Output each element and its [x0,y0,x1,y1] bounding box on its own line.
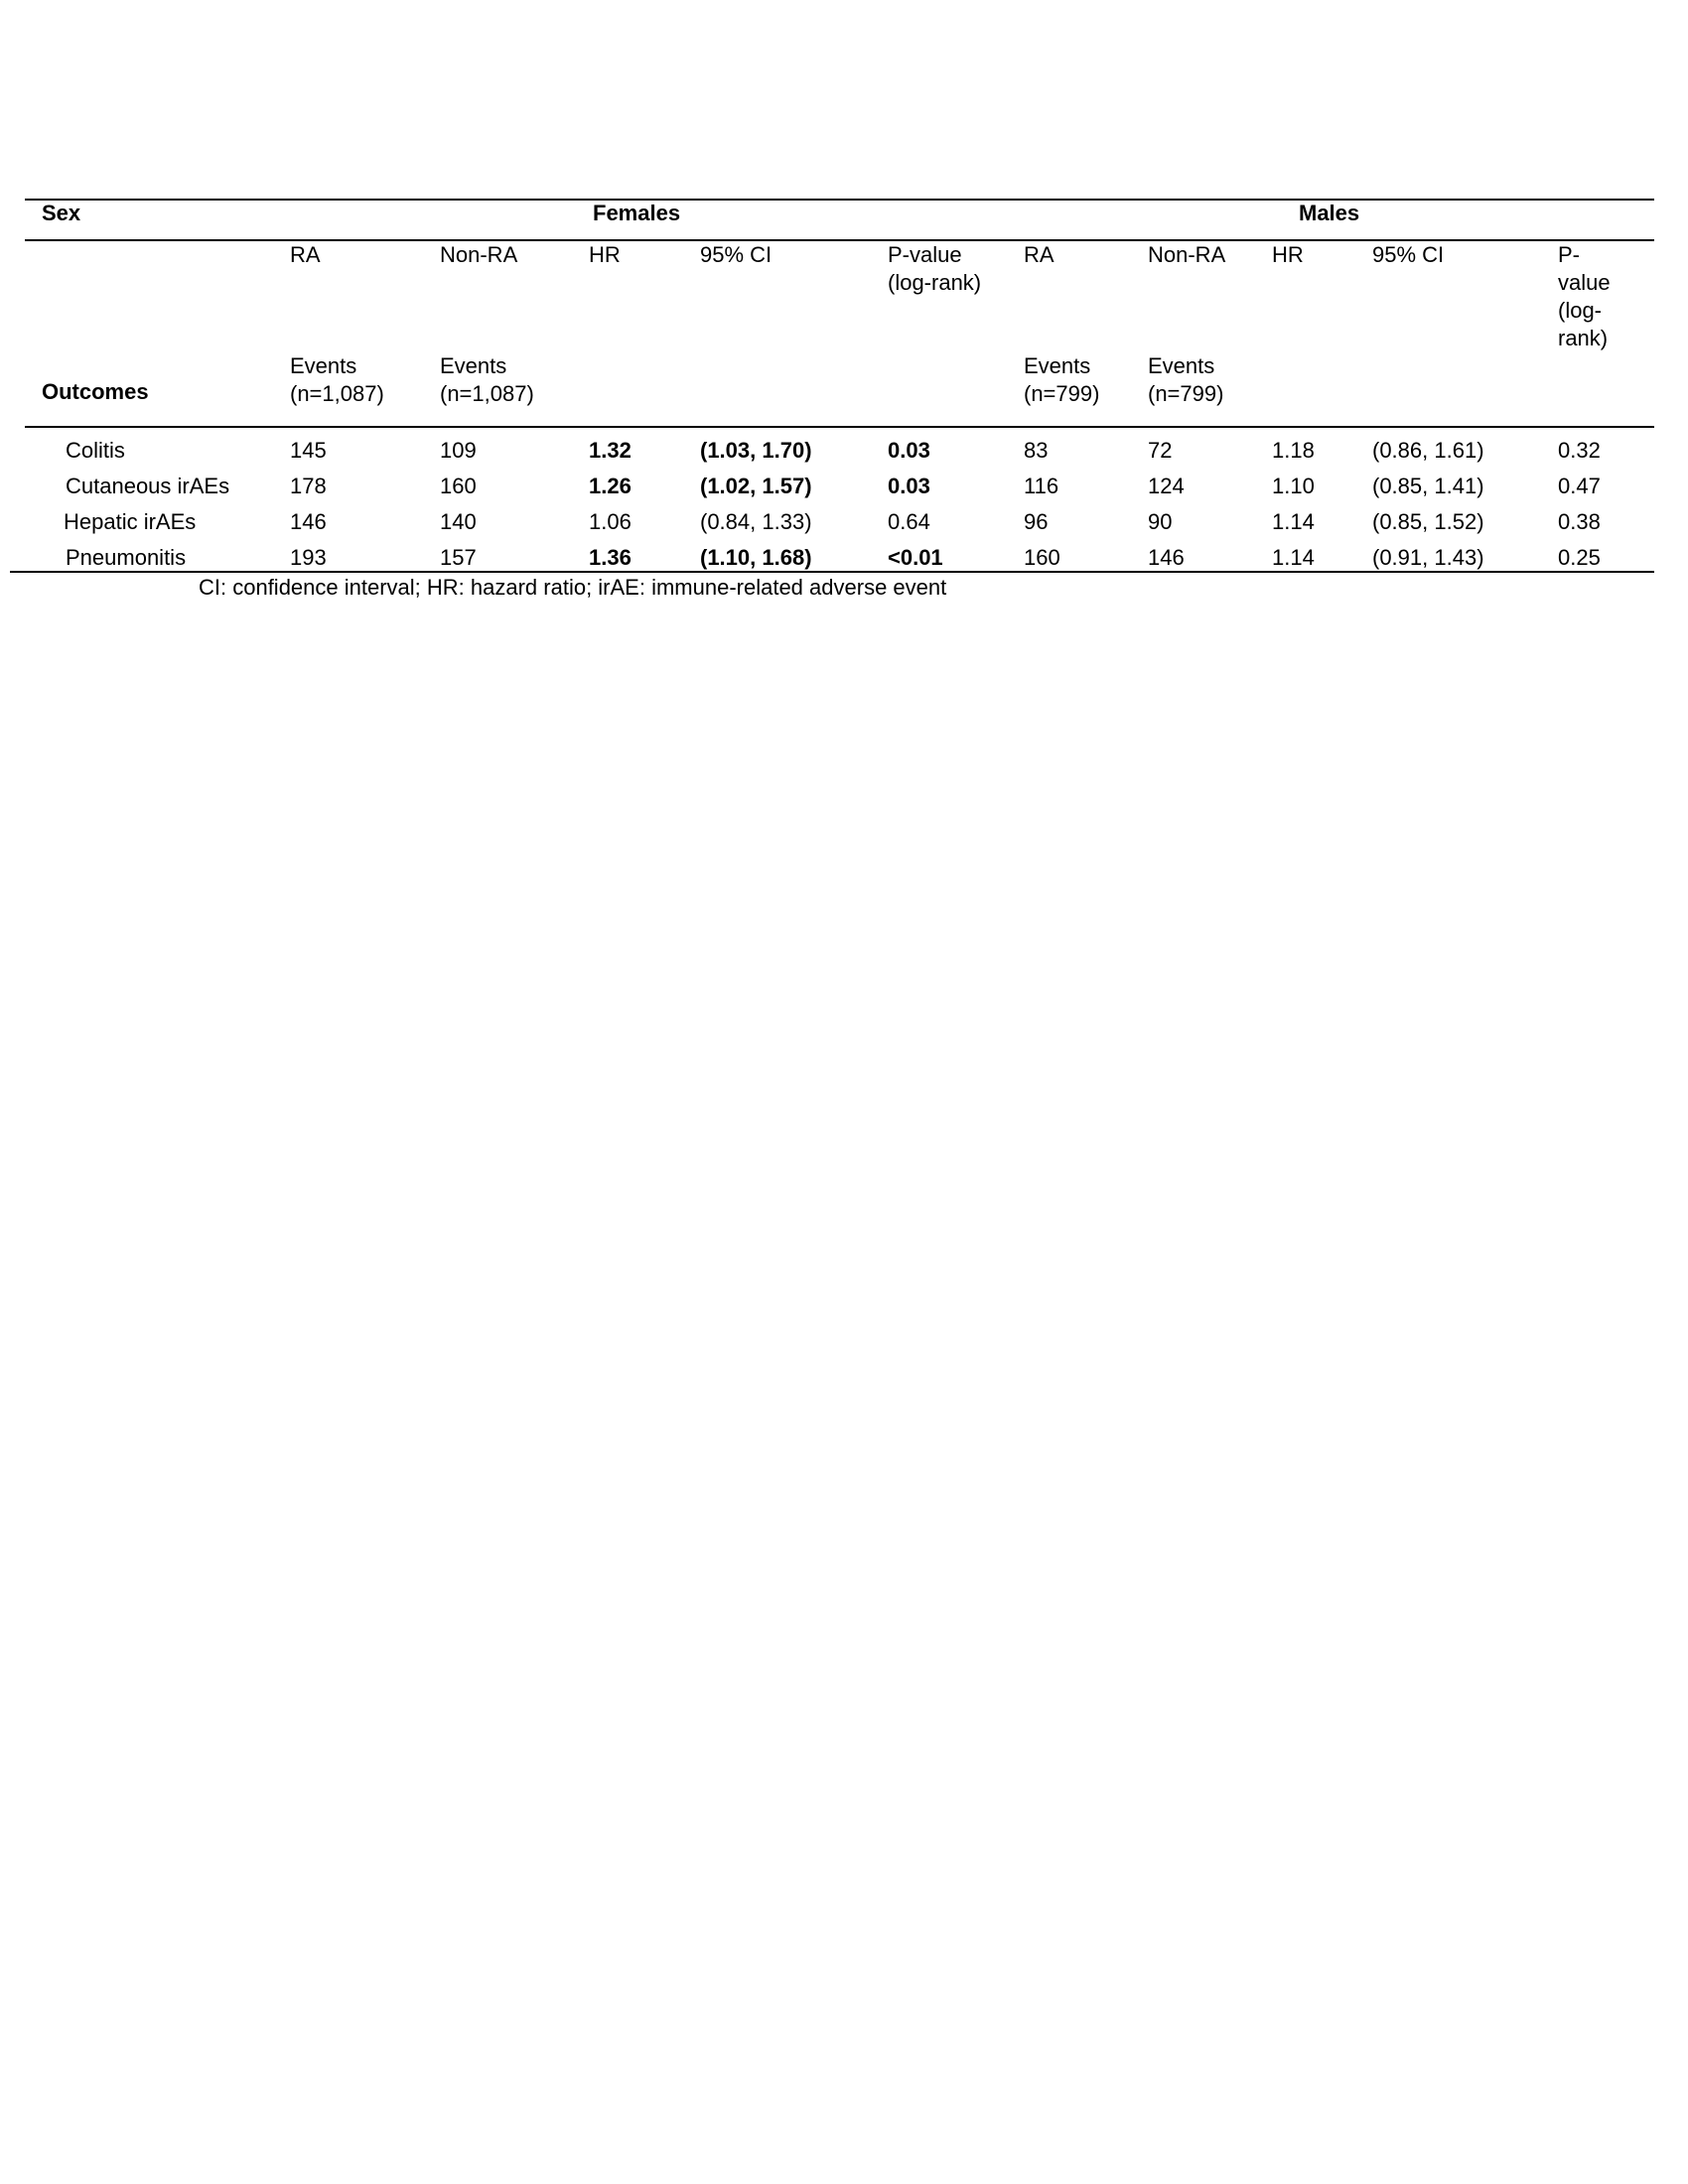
table-footnote: CI: confidence interval; HR: hazard ratio; irAE: immune-related adverse event [199,575,947,600]
cell-m-ra: 160 [1024,545,1060,570]
cell-f-p: <0.01 [888,545,943,570]
cell-m-hr: 1.14 [1272,509,1315,534]
females-nonra-events-header: Events (n=1,087) [440,353,534,406]
cell-f-ra: 193 [290,545,327,570]
cell-f-ra: 145 [290,438,327,463]
cell-m-ra: 96 [1024,509,1049,534]
cell-f-ci: (1.02, 1.57) [700,474,812,498]
cell-outcome: Colitis [66,438,125,463]
outcomes-header: Outcomes [42,379,149,404]
cell-m-p: 0.32 [1558,438,1601,463]
cell-m-ra: 116 [1024,474,1059,498]
females-group-header: Females [593,201,681,225]
males-hr-header: HR [1272,242,1304,267]
males-ra-header: RA [1024,242,1055,267]
cell-f-p: 0.64 [888,509,930,534]
cell-m-nonra: 124 [1148,474,1185,498]
cell-f-nonra: 109 [440,438,477,463]
males-nonra-events-header: Events (n=799) [1148,353,1224,406]
cell-f-nonra: 157 [440,545,477,570]
cell-f-hr: 1.36 [589,545,632,570]
cell-m-ra: 83 [1024,438,1049,463]
females-ra-header: RA [290,242,321,267]
cell-m-hr: 1.14 [1272,545,1315,570]
cell-f-hr: 1.06 [589,509,632,534]
cell-f-nonra: 160 [440,474,477,498]
cell-f-nonra: 140 [440,509,477,534]
cell-outcome: Pneumonitis [66,545,187,570]
cell-m-ci: (0.85, 1.41) [1372,474,1484,498]
cell-f-ra: 178 [290,474,327,498]
cell-f-hr: 1.32 [589,438,632,463]
males-nonra-header: Non-RA [1148,242,1226,267]
cell-m-nonra: 90 [1148,509,1173,534]
cell-f-hr: 1.26 [589,474,632,498]
females-nonra-header: Non-RA [440,242,518,267]
males-group-header: Males [1299,201,1360,225]
cell-outcome: Hepatic irAEs [64,509,197,534]
cell-m-p: 0.47 [1558,474,1601,498]
males-ra-events-header: Events (n=799) [1024,353,1100,406]
females-hr-header: HR [589,242,621,267]
cell-m-nonra: 146 [1148,545,1185,570]
table-top-rule [25,199,1654,201]
cell-f-ra: 146 [290,509,327,534]
cell-f-p: 0.03 [888,438,930,463]
cell-m-hr: 1.18 [1272,438,1315,463]
cell-m-hr: 1.10 [1272,474,1315,498]
females-ra-events-header: Events (n=1,087) [290,353,384,406]
cell-m-nonra: 72 [1148,438,1173,463]
cell-outcome: Cutaneous irAEs [66,474,230,498]
males-pvalue-header: P- value (log- rank) [1558,242,1611,350]
cell-f-ci: (1.03, 1.70) [700,438,812,463]
cell-f-p: 0.03 [888,474,930,498]
cell-m-p: 0.25 [1558,545,1601,570]
cell-m-ci: (0.85, 1.52) [1372,509,1484,534]
cell-m-ci: (0.91, 1.43) [1372,545,1484,570]
cell-m-ci: (0.86, 1.61) [1372,438,1484,463]
females-pvalue-header: P-value (log-rank) [888,242,982,295]
cell-f-ci: (0.84, 1.33) [700,509,812,534]
sex-header: Sex [42,201,81,225]
cell-f-ci: (1.10, 1.68) [700,545,812,570]
column-header-rule [25,426,1654,428]
males-ci-header: 95% CI [1372,242,1445,267]
cell-m-p: 0.38 [1558,509,1601,534]
females-ci-header: 95% CI [700,242,773,267]
